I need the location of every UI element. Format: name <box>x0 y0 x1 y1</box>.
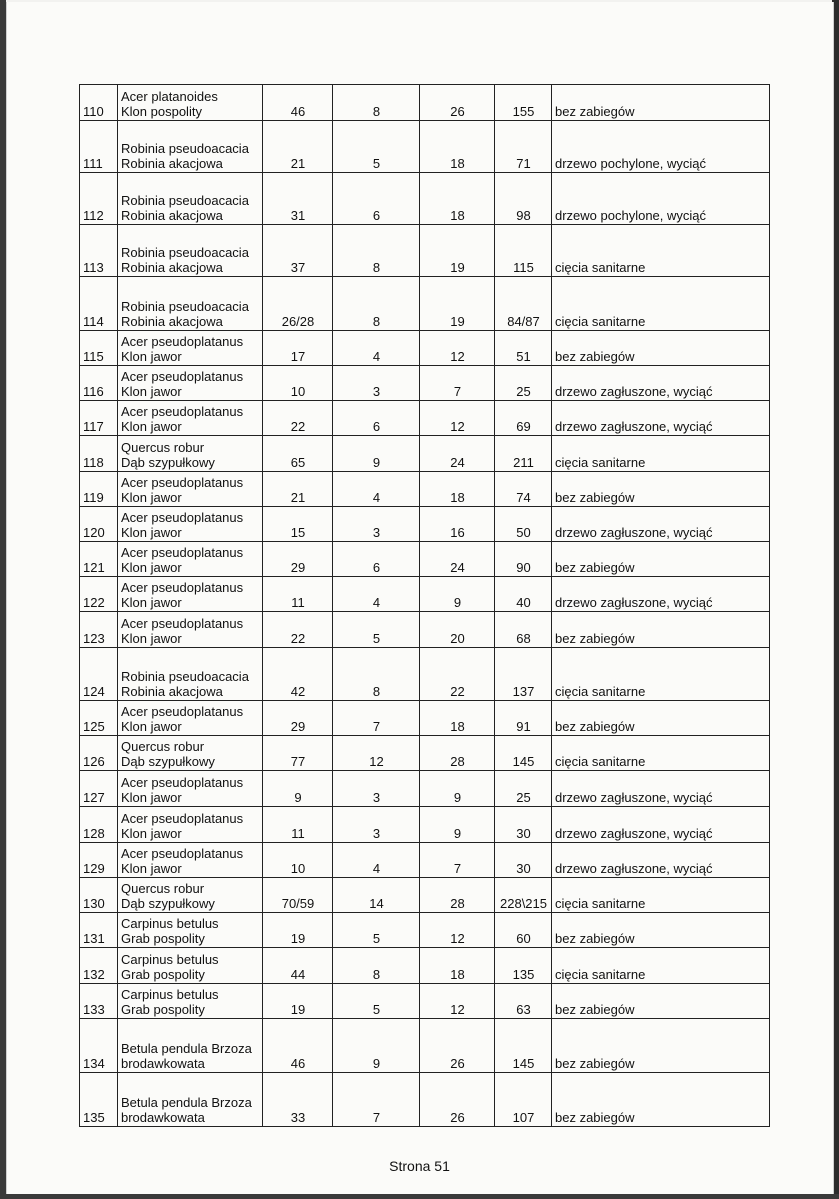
species-cell <box>118 984 263 1019</box>
crown-cell: 28 <box>420 878 495 913</box>
polish-name: Klon jawor <box>121 490 182 505</box>
table-row <box>80 878 770 913</box>
tree-number-cell: 122 <box>80 577 118 612</box>
latin-name: Acer pseudoplatanus <box>121 616 244 631</box>
height-cell: 8 <box>333 277 420 331</box>
height-cell: 4 <box>333 472 420 507</box>
remarks-cell: drzewo zagłuszone, wyciąć <box>552 401 770 436</box>
height-cell: 7 <box>333 1073 420 1127</box>
circumference-cell: 29 <box>263 542 333 577</box>
remarks-cell: bez zabiegów <box>552 1073 770 1127</box>
tree-number-cell: 126 <box>80 736 118 771</box>
latin-name: Quercus robur <box>121 881 205 896</box>
polish-name: Klon jawor <box>121 719 182 734</box>
tree-number-cell: 110 <box>80 85 118 121</box>
remarks-cell: cięcia sanitarne <box>552 648 770 701</box>
circumference-cell: 46 <box>263 85 333 121</box>
circumference-cell: 70/59 <box>263 878 333 913</box>
remarks-cell: bez zabiegów <box>552 542 770 577</box>
circumference-cell: 10 <box>263 366 333 401</box>
tree-number-cell: 115 <box>80 331 118 366</box>
table-row <box>80 436 770 472</box>
tree-number-cell: 120 <box>80 507 118 542</box>
circumference-cell: 15 <box>263 507 333 542</box>
species-cell <box>118 701 263 736</box>
circumference-cell: 19 <box>263 913 333 948</box>
trunk-circumference-cell: 84/87 <box>495 277 552 331</box>
latin-name: Acer pseudoplatanus <box>121 545 244 560</box>
height-cell: 8 <box>333 948 420 984</box>
polish-name: Klon jawor <box>121 419 182 434</box>
species-cell <box>118 366 263 401</box>
polish-name: Robinia akacjowa <box>121 156 223 171</box>
polish-name: brodawkowata <box>121 1056 205 1071</box>
height-cell: 5 <box>333 984 420 1019</box>
remarks-cell: bez zabiegów <box>552 984 770 1019</box>
table-row <box>80 701 770 736</box>
latin-name: Robinia pseudoacacia <box>121 669 249 684</box>
crown-cell: 12 <box>420 401 495 436</box>
table-row <box>80 542 770 577</box>
table-row <box>80 843 770 878</box>
remarks-cell: cięcia sanitarne <box>552 277 770 331</box>
circumference-cell: 22 <box>263 612 333 648</box>
circumference-cell: 22 <box>263 401 333 436</box>
height-cell: 6 <box>333 542 420 577</box>
trunk-circumference-cell: 115 <box>495 225 552 277</box>
latin-name: Carpinus betulus <box>121 916 219 931</box>
species-cell <box>118 277 263 331</box>
tree-number-cell: 113 <box>80 225 118 277</box>
polish-name: Klon jawor <box>121 631 182 646</box>
remarks-cell: drzewo zagłuszone, wyciąć <box>552 843 770 878</box>
trunk-circumference-cell: 71 <box>495 121 552 173</box>
polish-name: Klon jawor <box>121 595 182 610</box>
latin-name: Acer pseudoplatanus <box>121 846 244 861</box>
crown-cell: 9 <box>420 577 495 612</box>
remarks-cell: cięcia sanitarne <box>552 225 770 277</box>
circumference-cell: 26/28 <box>263 277 333 331</box>
trunk-circumference-cell: 25 <box>495 771 552 807</box>
tree-number-cell: 130 <box>80 878 118 913</box>
trunk-circumference-cell: 25 <box>495 366 552 401</box>
species-cell <box>118 878 263 913</box>
trunk-circumference-cell: 211 <box>495 436 552 472</box>
circumference-cell: 29 <box>263 701 333 736</box>
table-row <box>80 401 770 436</box>
crown-cell: 26 <box>420 1019 495 1073</box>
crown-cell: 18 <box>420 121 495 173</box>
polish-name: Robinia akacjowa <box>121 208 223 223</box>
latin-name: Acer pseudoplatanus <box>121 580 244 595</box>
species-cell <box>118 173 263 225</box>
circumference-cell: 65 <box>263 436 333 472</box>
crown-cell: 26 <box>420 85 495 121</box>
scan-edge-bottom <box>0 1194 839 1199</box>
remarks-cell: cięcia sanitarne <box>552 878 770 913</box>
latin-name: Acer pseudoplatanus <box>121 811 244 826</box>
table-row <box>80 507 770 542</box>
height-cell: 9 <box>333 1019 420 1073</box>
latin-name: Robinia pseudoacacia <box>121 141 249 156</box>
trunk-circumference-cell: 74 <box>495 472 552 507</box>
remarks-cell: bez zabiegów <box>552 331 770 366</box>
height-cell: 5 <box>333 612 420 648</box>
circumference-cell: 17 <box>263 331 333 366</box>
remarks-cell: drzewo pochylone, wyciąć <box>552 173 770 225</box>
table-row <box>80 366 770 401</box>
polish-name: Klon jawor <box>121 349 182 364</box>
tree-number-cell: 125 <box>80 701 118 736</box>
species-cell <box>118 507 263 542</box>
polish-name: Klon jawor <box>121 384 182 399</box>
circumference-cell: 11 <box>263 807 333 843</box>
remarks-cell: drzewo pochylone, wyciąć <box>552 121 770 173</box>
polish-name: Grab pospolity <box>121 931 205 946</box>
latin-name: Quercus robur <box>121 739 205 754</box>
tree-number-cell: 128 <box>80 807 118 843</box>
species-cell <box>118 648 263 701</box>
tree-inventory-table <box>79 84 770 1127</box>
species-cell <box>118 331 263 366</box>
crown-cell: 7 <box>420 366 495 401</box>
species-cell <box>118 913 263 948</box>
table-row <box>80 984 770 1019</box>
latin-name: Acer pseudoplatanus <box>121 334 244 349</box>
height-cell: 3 <box>333 771 420 807</box>
crown-cell: 24 <box>420 542 495 577</box>
polish-name: Klon jawor <box>121 525 182 540</box>
remarks-cell: bez zabiegów <box>552 472 770 507</box>
latin-name: Robinia pseudoacacia <box>121 299 249 314</box>
polish-name: Grab pospolity <box>121 1002 205 1017</box>
polish-name: Klon jawor <box>121 560 182 575</box>
tree-number-cell: 131 <box>80 913 118 948</box>
crown-cell: 16 <box>420 507 495 542</box>
crown-cell: 18 <box>420 948 495 984</box>
trunk-circumference-cell: 50 <box>495 507 552 542</box>
trunk-circumference-cell: 145 <box>495 1019 552 1073</box>
remarks-cell: drzewo zagłuszone, wyciąć <box>552 577 770 612</box>
height-cell: 12 <box>333 736 420 771</box>
remarks-cell: bez zabiegów <box>552 913 770 948</box>
latin-name: Acer pseudoplatanus <box>121 475 244 490</box>
table-row <box>80 277 770 331</box>
crown-cell: 26 <box>420 1073 495 1127</box>
circumference-cell: 42 <box>263 648 333 701</box>
table-row <box>80 173 770 225</box>
trunk-circumference-cell: 91 <box>495 701 552 736</box>
trunk-circumference-cell: 69 <box>495 401 552 436</box>
height-cell: 5 <box>333 913 420 948</box>
circumference-cell: 33 <box>263 1073 333 1127</box>
tree-number-cell: 114 <box>80 277 118 331</box>
table-row <box>80 472 770 507</box>
trunk-circumference-cell: 107 <box>495 1073 552 1127</box>
crown-cell: 28 <box>420 736 495 771</box>
remarks-cell: drzewo zagłuszone, wyciąć <box>552 771 770 807</box>
tree-number-cell: 127 <box>80 771 118 807</box>
tree-number-cell: 111 <box>80 121 118 173</box>
crown-cell: 18 <box>420 173 495 225</box>
species-cell <box>118 807 263 843</box>
species-cell <box>118 771 263 807</box>
height-cell: 8 <box>333 225 420 277</box>
height-cell: 14 <box>333 878 420 913</box>
species-cell <box>118 843 263 878</box>
trunk-circumference-cell: 40 <box>495 577 552 612</box>
crown-cell: 12 <box>420 913 495 948</box>
height-cell: 3 <box>333 366 420 401</box>
species-cell <box>118 542 263 577</box>
latin-name: Carpinus betulus <box>121 987 219 1002</box>
table-row <box>80 648 770 701</box>
tree-number-cell: 118 <box>80 436 118 472</box>
circumference-cell: 31 <box>263 173 333 225</box>
table-row <box>80 807 770 843</box>
table-row <box>80 1073 770 1127</box>
table-row <box>80 612 770 648</box>
circumference-cell: 44 <box>263 948 333 984</box>
height-cell: 4 <box>333 843 420 878</box>
species-cell <box>118 436 263 472</box>
circumference-cell: 21 <box>263 472 333 507</box>
page-number: Strona 51 <box>389 1158 450 1174</box>
tree-number-cell: 121 <box>80 542 118 577</box>
crown-cell: 19 <box>420 225 495 277</box>
polish-name: Klon pospolity <box>121 104 202 119</box>
latin-name: Acer pseudoplatanus <box>121 775 244 790</box>
species-cell <box>118 948 263 984</box>
tree-number-cell: 112 <box>80 173 118 225</box>
polish-name: brodawkowata <box>121 1110 205 1125</box>
polish-name: Grab pospolity <box>121 967 205 982</box>
crown-cell: 20 <box>420 612 495 648</box>
polish-name: Robinia akacjowa <box>121 260 223 275</box>
table-row <box>80 736 770 771</box>
tree-number-cell: 135 <box>80 1073 118 1127</box>
remarks-cell: cięcia sanitarne <box>552 736 770 771</box>
species-cell <box>118 736 263 771</box>
table-row <box>80 577 770 612</box>
polish-name: Klon jawor <box>121 826 182 841</box>
circumference-cell: 46 <box>263 1019 333 1073</box>
species-cell <box>118 612 263 648</box>
remarks-cell: drzewo zagłuszone, wyciąć <box>552 366 770 401</box>
tree-number-cell: 117 <box>80 401 118 436</box>
height-cell: 9 <box>333 436 420 472</box>
species-cell <box>118 577 263 612</box>
table-row <box>80 331 770 366</box>
latin-name: Acer pseudoplatanus <box>121 510 244 525</box>
latin-name: Acer pseudoplatanus <box>121 369 244 384</box>
polish-name: Dąb szypułkowy <box>121 754 215 769</box>
height-cell: 8 <box>333 85 420 121</box>
polish-name: Klon jawor <box>121 790 182 805</box>
table-row <box>80 948 770 984</box>
tree-number-cell: 116 <box>80 366 118 401</box>
circumference-cell: 10 <box>263 843 333 878</box>
species-cell <box>118 1073 263 1127</box>
latin-name: Betula pendula Brzoza <box>121 1095 252 1110</box>
latin-name: Robinia pseudoacacia <box>121 245 249 260</box>
trunk-circumference-cell: 63 <box>495 984 552 1019</box>
table-body <box>80 85 770 1127</box>
remarks-cell: drzewo zagłuszone, wyciąć <box>552 507 770 542</box>
latin-name: Betula pendula Brzoza <box>121 1041 252 1056</box>
remarks-cell: bez zabiegów <box>552 85 770 121</box>
species-cell <box>118 225 263 277</box>
trunk-circumference-cell: 155 <box>495 85 552 121</box>
remarks-cell: bez zabiegów <box>552 701 770 736</box>
crown-cell: 9 <box>420 771 495 807</box>
circumference-cell: 19 <box>263 984 333 1019</box>
latin-name: Acer pseudoplatanus <box>121 704 244 719</box>
tree-number-cell: 119 <box>80 472 118 507</box>
trunk-circumference-cell: 145 <box>495 736 552 771</box>
circumference-cell: 77 <box>263 736 333 771</box>
crown-cell: 9 <box>420 807 495 843</box>
circumference-cell: 9 <box>263 771 333 807</box>
latin-name: Acer pseudoplatanus <box>121 404 244 419</box>
species-cell <box>118 85 263 121</box>
table-row <box>80 85 770 121</box>
polish-name: Dąb szypułkowy <box>121 455 215 470</box>
table-row <box>80 121 770 173</box>
height-cell: 6 <box>333 173 420 225</box>
trunk-circumference-cell: 30 <box>495 843 552 878</box>
tree-number-cell: 133 <box>80 984 118 1019</box>
height-cell: 8 <box>333 648 420 701</box>
height-cell: 4 <box>333 577 420 612</box>
crown-cell: 18 <box>420 701 495 736</box>
remarks-cell: cięcia sanitarne <box>552 436 770 472</box>
latin-name: Acer platanoides <box>121 89 218 104</box>
tree-number-cell: 123 <box>80 612 118 648</box>
remarks-cell: cięcia sanitarne <box>552 948 770 984</box>
crown-cell: 22 <box>420 648 495 701</box>
height-cell: 4 <box>333 331 420 366</box>
polish-name: Klon jawor <box>121 861 182 876</box>
polish-name: Robinia akacjowa <box>121 314 223 329</box>
species-cell <box>118 121 263 173</box>
remarks-cell: drzewo zagłuszone, wyciąć <box>552 807 770 843</box>
crown-cell: 12 <box>420 984 495 1019</box>
crown-cell: 12 <box>420 331 495 366</box>
polish-name: Robinia akacjowa <box>121 684 223 699</box>
circumference-cell: 37 <box>263 225 333 277</box>
species-cell <box>118 472 263 507</box>
trunk-circumference-cell: 135 <box>495 948 552 984</box>
tree-number-cell: 132 <box>80 948 118 984</box>
circumference-cell: 11 <box>263 577 333 612</box>
latin-name: Quercus robur <box>121 440 205 455</box>
trunk-circumference-cell: 30 <box>495 807 552 843</box>
height-cell: 3 <box>333 507 420 542</box>
table-row <box>80 1019 770 1073</box>
height-cell: 5 <box>333 121 420 173</box>
species-cell <box>118 1019 263 1073</box>
height-cell: 6 <box>333 401 420 436</box>
trunk-circumference-cell: 51 <box>495 331 552 366</box>
trunk-circumference-cell: 137 <box>495 648 552 701</box>
trunk-circumference-cell: 60 <box>495 913 552 948</box>
polish-name: Dąb szypułkowy <box>121 896 215 911</box>
tree-number-cell: 124 <box>80 648 118 701</box>
crown-cell: 24 <box>420 436 495 472</box>
height-cell: 3 <box>333 807 420 843</box>
trunk-circumference-cell: 228\215 <box>495 878 552 913</box>
remarks-cell: bez zabiegów <box>552 612 770 648</box>
table-row <box>80 771 770 807</box>
trunk-circumference-cell: 90 <box>495 542 552 577</box>
crown-cell: 19 <box>420 277 495 331</box>
table-row <box>80 913 770 948</box>
latin-name: Robinia pseudoacacia <box>121 193 249 208</box>
trunk-circumference-cell: 68 <box>495 612 552 648</box>
table-row <box>80 225 770 277</box>
species-cell <box>118 401 263 436</box>
crown-cell: 18 <box>420 472 495 507</box>
crown-cell: 7 <box>420 843 495 878</box>
trunk-circumference-cell: 98 <box>495 173 552 225</box>
tree-number-cell: 134 <box>80 1019 118 1073</box>
remarks-cell: bez zabiegów <box>552 1019 770 1073</box>
height-cell: 7 <box>333 701 420 736</box>
tree-number-cell: 129 <box>80 843 118 878</box>
circumference-cell: 21 <box>263 121 333 173</box>
latin-name: Carpinus betulus <box>121 952 219 967</box>
